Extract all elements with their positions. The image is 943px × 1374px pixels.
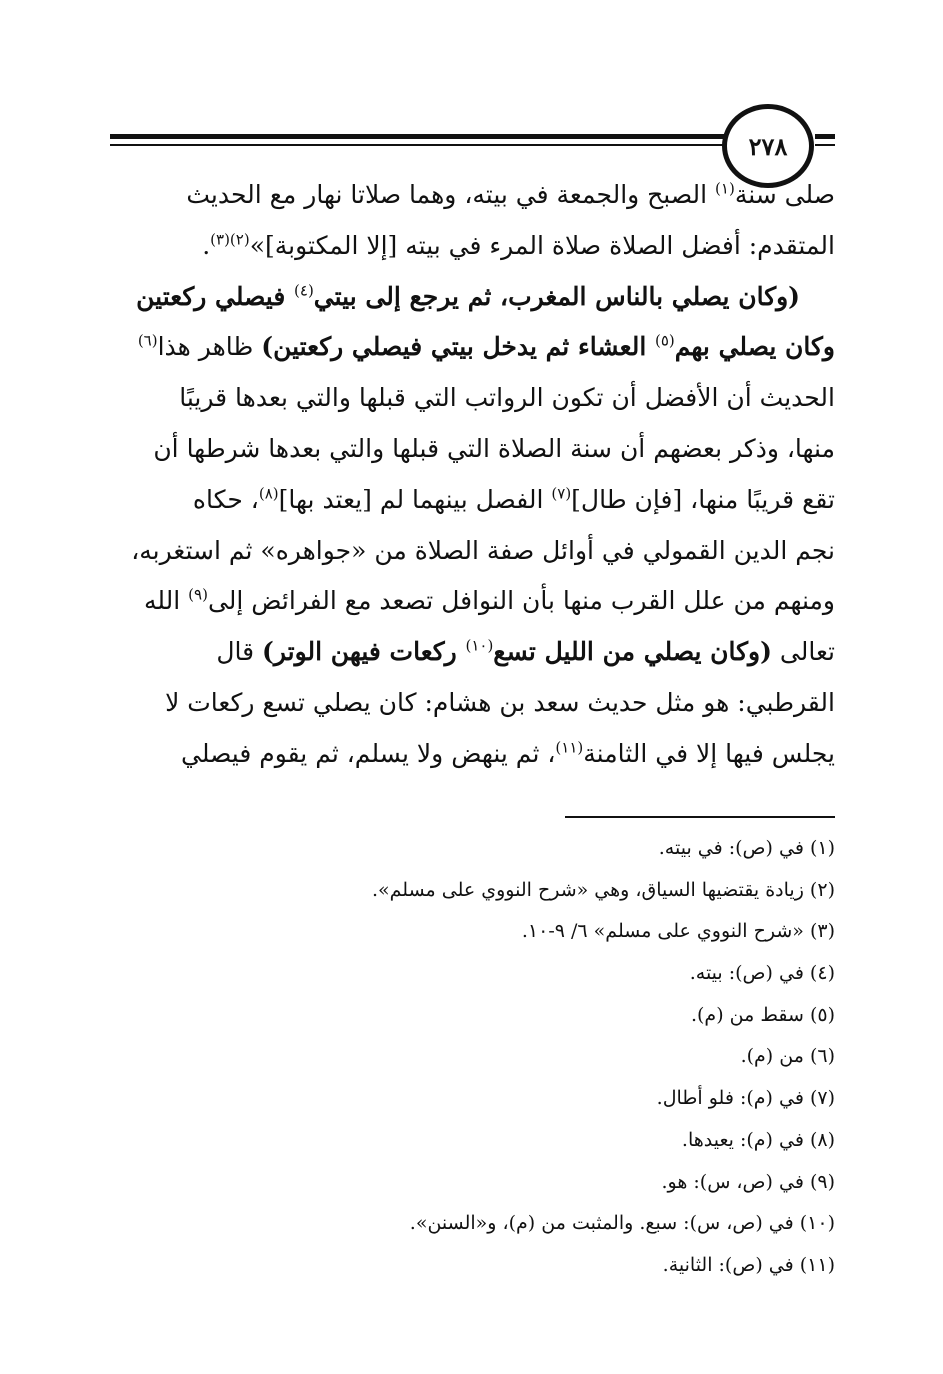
- footnote-marker: (٩): [188, 586, 208, 605]
- text-segment: (وكان يصلي من الليل تسع: [493, 637, 772, 667]
- footnote-marker: (٢)(٣): [210, 230, 250, 249]
- text-line: [110, 272, 835, 323]
- text-segment: ، حكاه: [192, 484, 259, 514]
- header-rule-thin: [110, 144, 725, 146]
- footnote-marker: (٦): [137, 332, 158, 351]
- text-segment: الصبح والجمعة في بيته، وهما صلاتا نهار مع الحديث: [186, 180, 716, 209]
- text-line: [110, 729, 835, 780]
- footnote-marker: (٨): [258, 484, 279, 503]
- footnote-item: (١) في (ص): في بيته.: [658, 837, 835, 859]
- footnote-item: (٨) في (م): يعيدها.: [681, 1128, 835, 1151]
- footnote-item: (١٠) في (ص، س): سبع. والمثبت من (م)، و«السنن».: [409, 1212, 835, 1235]
- text-segment: الله: [143, 586, 189, 616]
- text-segment: منها، وذكر بعضهم أن سنة الصلاة التي قبلها والتي بعدها شرطها أن: [153, 433, 835, 463]
- text-line: [110, 221, 835, 272]
- footnote-item: (٣) «شرح النووي على مسلم» ٦/ ٩-١٠.: [521, 920, 835, 943]
- text-line: [110, 627, 835, 678]
- header-rule-thick: [110, 134, 725, 139]
- footnote-item: (٧) في (م): فلو أطال.: [656, 1087, 835, 1110]
- text-segment: الفصل بينهما لم [يعتد بها]: [278, 484, 552, 514]
- footnote-item: (٩) في (ص، س): هو.: [661, 1170, 835, 1193]
- text-line: [110, 576, 835, 627]
- text-line: [110, 424, 835, 475]
- footnote-item: (٦) من (م).: [740, 1045, 835, 1068]
- text-segment: فيصلي ركعتين: [136, 281, 295, 311]
- text-line: [110, 678, 835, 729]
- text-segment: تعالى: [771, 637, 835, 667]
- text-line: [110, 373, 835, 424]
- main-text: [110, 170, 835, 780]
- text-segment: قال: [216, 637, 263, 667]
- footnote-marker: (١): [715, 179, 735, 198]
- text-segment: يجلس فيها إلا في الثامنة: [583, 738, 835, 768]
- footnote-marker: (١٠): [465, 636, 494, 655]
- footnote-item: (٢) زيادة يقتضيها السياق، وهي «شرح النووي على مسلم».: [371, 878, 835, 901]
- header-rule-right-thin: [815, 144, 835, 146]
- text-segment: ركعات فيهن الوتر): [262, 637, 466, 667]
- text-segment: .: [202, 230, 211, 260]
- text-line: [110, 475, 835, 526]
- footnote-marker: (٧): [551, 484, 572, 503]
- footnote-marker: (٤): [294, 281, 314, 300]
- text-segment: ، ثم ينهض ولا يسلم، ثم يقوم فيصلي: [181, 738, 556, 768]
- text-segment: القرطبي: هو مثل حديث سعد بن هشام: كان يصلي تسع ركعات لا: [165, 687, 835, 717]
- footnote-marker: (٥): [654, 332, 675, 351]
- text-segment: وكان يصلي بهم: [674, 332, 835, 362]
- text-segment: (وكان يصلي بالناس المغرب، ثم يرجع إلى بيتي: [313, 281, 800, 311]
- text-line: [110, 526, 835, 577]
- text-segment: ظاهر هذا: [157, 332, 262, 362]
- text-segment: صلى سنة: [734, 180, 835, 209]
- text-segment: نجم الدين القمولي في أوائل صفة الصلاة من «جواهره» ثم استغربه،: [131, 535, 835, 565]
- footnote-marker: (١١): [555, 738, 584, 757]
- footnote-separator: [565, 816, 835, 818]
- header-rule-right-thick: [815, 134, 835, 139]
- footnotes: [110, 828, 835, 1287]
- footnote-item: (١١) في (ص): الثانية.: [662, 1253, 835, 1276]
- text-segment: العشاء ثم يدخل بيتي فيصلي ركعتين): [261, 332, 655, 362]
- text-segment: ومنهم من علل القرب منها بأن النوافل تصعد مع الفرائض إلى: [207, 586, 835, 616]
- text-segment: المتقدم: أفضل الصلاة صلاة المرء في بيته [إلا المكتوبة]»: [249, 230, 835, 260]
- text-line: [110, 170, 835, 221]
- text-segment: تقع قريبًا منها، [فإن طال]: [571, 484, 835, 514]
- text-line: [110, 322, 835, 373]
- text-segment: الحديث أن الأفضل أن تكون الرواتب التي قبلها والتي بعدها قريبًا: [179, 383, 835, 413]
- page-number: ٢٧٨: [722, 104, 814, 188]
- footnote-item: (٥) سقط من (م).: [690, 1003, 835, 1026]
- footnote-item: (٤) في (ص): بيته.: [689, 962, 835, 985]
